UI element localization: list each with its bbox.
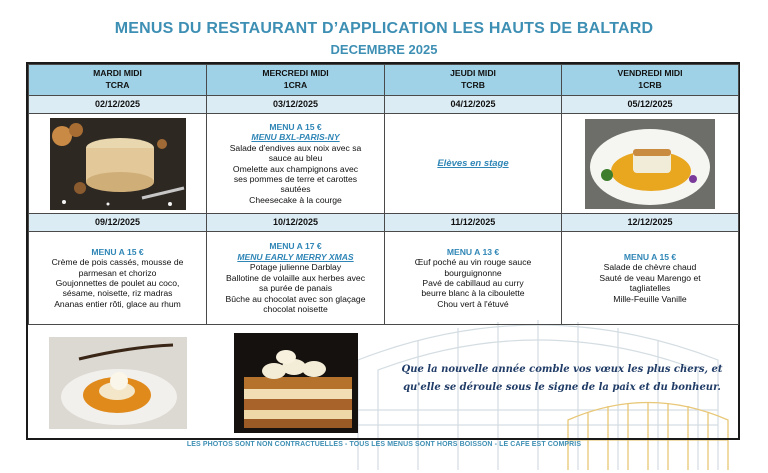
dish-line: parmesan et chorizo [78,267,157,278]
dish-line: Chou vert à l'étuvé [437,298,509,309]
dish-line: beurre blanc à la ciboulette [421,288,525,299]
menu-price: MENU A 15 € [91,246,144,257]
footer-note: LES PHOTOS SONT NON CONTRACTUELLES - TOUS LES MENUS SONT HORS BOISSON - LE CAFE EST COMPRIS [186,441,582,448]
cell-pineapple-photo [29,325,207,441]
new-year-message [392,361,732,396]
header-wednesday [207,65,385,96]
class-label: 1CRB [638,80,662,90]
dish-line: bourguignonne [444,267,502,278]
cell-millefeuille-photo [207,325,385,441]
dessert-photo [50,118,186,210]
fish-dish-photo [585,119,715,209]
menu-row-week2 [29,232,739,325]
dish-line: Salade d'endives aux noix avec sa [229,142,362,153]
menu-price: MENU A 13 € [446,246,500,257]
dish-line: Ballotine de volaille aux herbes avec [225,272,366,283]
header-row [29,65,739,96]
cell-fri-week2 [562,232,739,325]
dish-line: Bûche au chocolat avec son glaçage [225,293,366,304]
date-cell: 09/12/2025 [29,214,207,232]
date-cell: 05/12/2025 [562,96,739,114]
menu-row-week1 [29,114,739,214]
class-label: TCRB [461,80,485,90]
dish-line: tagliatelles [629,283,671,294]
menu-price: MENU A 17 € [269,241,322,252]
dish-line: Crème de pois cassés, mousse de [51,257,184,268]
cell-tue-week1 [29,114,207,214]
dish-line: sa purée de panais [258,283,333,294]
dish-line: Cheesecake à la courge [249,194,342,205]
class-label: TCRA [105,80,130,90]
day-label: MERCREDI MIDI [262,68,329,79]
day-label: VENDREDI MIDI [617,68,683,79]
dish-line: Sauté de veau Marengo et [599,272,701,283]
menu-price: MENU A 15 € [623,251,677,262]
dish-line: Œuf poché au vin rouge sauce [414,257,532,268]
day-label: MARDI MIDI [93,68,142,79]
dish-line: Ananas entier rôti, glace au rhum [54,298,181,309]
date-cell: 11/12/2025 [385,214,562,232]
dish-line: Mille-Feuille Vanille [613,293,687,304]
date-cell: 12/12/2025 [562,214,739,232]
cell-thu-week2 [385,232,562,325]
date-cell: 10/12/2025 [207,214,385,232]
cell-thu-week1 [385,114,562,214]
date-cell: 02/12/2025 [29,96,207,114]
dish-line: Salade de chèvre chaud [603,262,697,273]
dish-line: chocolat noisette [263,304,328,315]
dish-line: ses pommes de terre et carottes [233,173,358,184]
dish-line: Goujonnettes de poulet au coco, [55,278,180,288]
roasted-pineapple-photo [49,337,187,429]
message-line: Que la nouvelle année comble vos vœux les plus chers, et [401,364,723,375]
message-line: qu'elle se déroule sous le signe de la paix et du bonheur. [403,381,721,393]
cell-tue-week2 [29,232,207,325]
mille-feuille-photo [234,333,358,433]
menu-price: MENU A 15 € [269,121,322,132]
menu-name: MENU BXL-PARIS-NY [251,132,340,143]
page-title: MENUS DU RESTAURANT D’APPLICATION LES HAUTS DE BALTARD [114,20,654,37]
class-label: 1CRA [283,80,308,90]
dish-line: sautées [280,184,311,195]
stage-notice: Elèves en stage [437,157,509,169]
date-cell: 03/12/2025 [207,96,385,114]
day-label: JEUDI MIDI [450,68,496,79]
date-cell: 04/12/2025 [385,96,562,114]
cell-wed-week2 [207,232,385,325]
dish-line: sésame, noisette, riz madras [62,288,173,299]
cell-fri-week1 [562,114,739,214]
dish-line: sauce au bleu [268,153,323,164]
dish-line: Potage julienne Darblay [249,262,342,273]
header-friday [562,65,739,96]
page-subtitle: DECEMBRE 2025 [330,42,438,57]
date-row-week1 [29,96,739,114]
cell-wed-week1 [207,114,385,214]
dish-line: Omelette aux champignons avec [232,163,359,174]
header-tuesday [29,65,207,96]
header-thursday [385,65,562,96]
dish-line: Pavé de cabillaud au curry [422,278,524,288]
date-row-week2 [29,214,739,232]
menu-name: MENU EARLY MERRY XMAS [237,251,354,262]
